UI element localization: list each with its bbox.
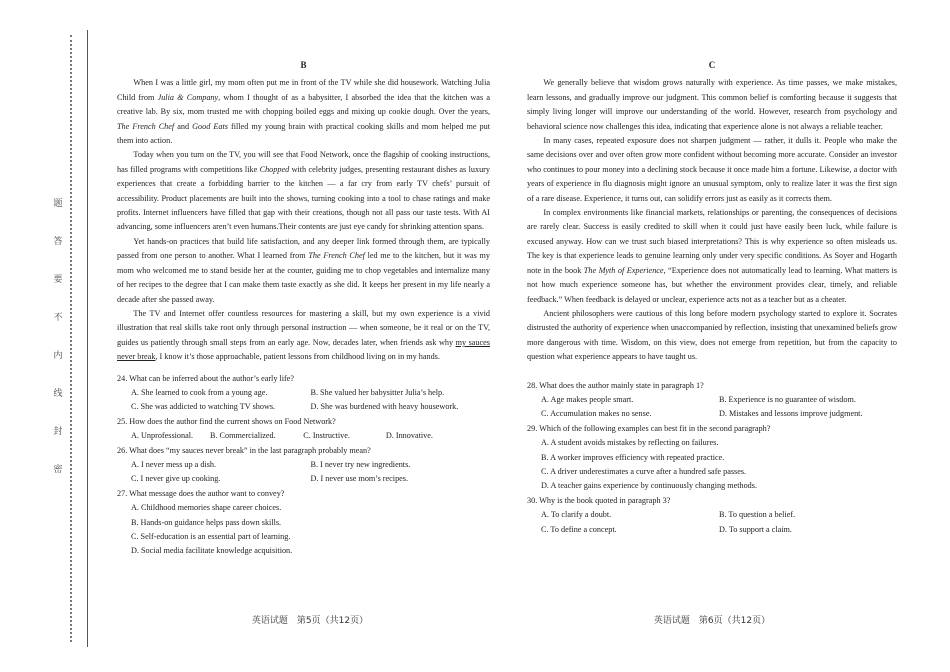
question-item — [117, 372, 490, 415]
right-column — [527, 58, 897, 537]
answer-option: D. I never use mom’s recipes. — [310, 474, 409, 484]
answer-option: B. Experience is no guarantee of wisdom. — [719, 394, 856, 404]
answer-option: A. To clarify a doubt. — [541, 510, 612, 520]
binding-char: 要 — [53, 275, 63, 285]
answer-option: C. A driver underestimates a curve after a hundred safe passes. — [541, 466, 747, 476]
answer-option: A. Unprofessional. — [131, 431, 194, 441]
question-item — [117, 487, 490, 559]
question-stem: 27. What message does the author want to convey? — [117, 488, 285, 498]
passage-heading: B — [300, 60, 307, 70]
question-list — [117, 372, 490, 559]
binding-char: 不 — [53, 313, 63, 323]
answer-option: A. Age makes people smart. — [541, 394, 634, 404]
question-item — [117, 415, 490, 444]
binding-char: 题 — [53, 199, 63, 209]
answer-option: C. Instructive. — [303, 431, 350, 441]
answer-option: A. Childhood memories shape career choices. — [131, 503, 282, 513]
binding-char: 封 — [53, 427, 63, 437]
option-list — [117, 386, 490, 415]
question-item — [527, 379, 897, 422]
answer-option: D. A teacher gains experience by continuously changing methods. — [541, 481, 757, 491]
question-stem: 28. What does the author mainly state in paragraph 1? — [527, 380, 704, 390]
answer-option: D. To support a claim. — [719, 524, 792, 534]
option-list — [117, 429, 490, 443]
question-item — [527, 494, 897, 537]
option-list — [117, 458, 490, 487]
binding-margin — [0, 0, 104, 672]
passage-paragraph: We generally believe that wisdom grows naturally with experience. As time passes, we make mistakes, learn lessons, and gradually improve our judgment. This common belief is comforting because it suggests that simply living longer will improve our understanding of the world. However, research from psychology and behavioral science now challenges this idea, indicating that experience alone is not always a reliable teacher. — [527, 78, 897, 131]
page-footer: 英语试题 第6页（共12页） — [653, 616, 771, 626]
option-list — [527, 393, 897, 422]
answer-option: C. I never give up cooking. — [131, 474, 221, 484]
passage-paragraph: In complex environments like financial markets, relationships or parenting, the consequences of decisions are rarely clear. Success is easily credited to skill when it could just have easily been luck, while failure is excused anyway. How can we trust such biased interpretations? This is why experience so often misleads us. The key is that experience leads to genuine learning only under very specific conditions. As Soyer and Hogarth note in the book The Myth of Experience, “Experience does not automatically lead to learning. What matters is not how much experience someone has, but whether the environment provides clear, timely, and reliable feedback.” When feedback is delayed or unclear, experience acts not as a teacher but as a cheater. — [527, 208, 897, 304]
answer-option: B. To question a belief. — [719, 510, 796, 520]
binding-char: 线 — [53, 389, 63, 399]
binding-char: 密 — [53, 465, 63, 475]
left-column — [117, 58, 490, 559]
answer-option: D. Innovative. — [385, 431, 433, 441]
answer-option: A. I never mess up a dish. — [131, 459, 217, 469]
binding-line — [87, 30, 88, 647]
answer-option: A. A student avoids mistakes by reflecting on failures. — [541, 438, 719, 448]
binding-char: 内 — [53, 351, 63, 361]
dotted-cut-line — [70, 35, 72, 642]
answer-option: A. She learned to cook from a young age. — [131, 387, 268, 397]
answer-option: B. Hands-on guidance helps pass down skills. — [131, 517, 282, 527]
question-item — [527, 422, 897, 494]
answer-option: B. A worker improves efficiency with repeated practice. — [541, 452, 725, 462]
answer-option: B. She valued her babysitter Julia’s help. — [310, 387, 445, 397]
page-footer: 英语试题 第5页（共12页） — [251, 616, 369, 626]
question-stem: 26. What does “my sauces never break” in the last paragraph probably mean? — [117, 445, 371, 455]
answer-option: B. Commercialized. — [209, 431, 276, 441]
passage-paragraph: Yet hands-on practices that build life satisfaction, and any deeper link formed through them, are typically passed from one person to another. What I learned from The French Chef led me to the kitchen, but it was my mom who welcomed me to stand beside her at the counter, guiding me to chop vegetables and internalize many of her recipes to the degree that I can make them taste exactly as she did. It keeps her present in my life nearly a decade after she passed away. — [117, 236, 490, 304]
question-stem: 25. How does the author find the current shows on Food Network? — [117, 416, 336, 426]
option-list — [527, 436, 897, 494]
passage-paragraph: The TV and Internet offer countless resources for mastering a skill, but my own experience is a vivid illustration that real skills take root only through personal instruction — when someone, be it real or on the TV, guides us patiently through small steps from an early age. Now, decades later, when friends ask why my sauces never break, I know it’s those approachable, patient lessons from childhood living on in my hands. — [117, 308, 490, 362]
underlined-phrase: my sauces never break — [117, 337, 490, 362]
option-list — [117, 501, 490, 559]
option-list — [527, 508, 897, 537]
question-stem: 29. Which of the following examples can best fit in the second paragraph? — [527, 423, 771, 433]
passage-paragraph: When I was a little girl, my mom often put me in front of the TV while she did housework. Watching Julia Child from Julia & Company, whom I thought of as a babysitter, I absorbed the idea that the kitchen was a creative lab. By six, mom trusted me with chopping boiled eggs and mixing up cookie dough. Over the years, The French Chef and Good Eats filled my young brain with practical cooking skills and mom helped me put them into action. — [117, 78, 491, 146]
passage-heading: C — [708, 60, 716, 70]
passage-paragraph: Ancient philosophers were cautious of this long before modern psychology started to explore it. Socrates distrusted the authority of experience when unaccompanied by reflection, insisting that unexamined beliefs grow more dangerous with time. Wisdom, on this view, does not emerge from repetition, but from the capacity to question what experience appears to have taught us. — [527, 308, 897, 362]
question-item — [117, 444, 490, 487]
answer-option: D. She was burdened with heavy housework. — [310, 402, 459, 412]
binding-char: 答 — [53, 237, 63, 247]
answer-option: B. I never try new ingredients. — [310, 459, 411, 469]
answer-option: C. Accumulation makes no sense. — [541, 409, 652, 419]
passage-paragraph: In many cases, repeated exposure does not sharpen judgment — rather, it dulls it. People who make the same decisions over and over often grow more confident without becoming more accurate. Consider an investor who continues to pour money into a declining stock because it once made him a fortune. Likewise, a doctor with years of experience in flu diagnosis might ignore an unusual symptom, only to realize later it was the first sign of a rare disease. Experience, it turns out, can solidify errors just as easily as it corrects them. — [527, 136, 897, 203]
question-stem: 30. Why is the book quoted in paragraph 3? — [527, 495, 671, 505]
answer-option: D. Social media facilitate knowledge acquisition. — [131, 546, 293, 556]
passage-paragraph: Today when you turn on the TV, you will see that Food Network, once the flagship of cooking instructions, has filled programs with competitions like Chopped with celebrity judges, presenting restaurant dishes as luxury experiences that create a forbidding barrier to the kitchen — a far cry from early TV chefs’ pursuit of accessibility. Product placements are built into the shows, turning cooking into a tool to chase ratings and make profits. Internet influencers have filled that gap with their creations, though not all pass our taste tests. With AI advancing, some influencers aren’t even humans.Their contents are just eye candy for shrinking attention spans. — [117, 150, 490, 232]
answer-option: C. Self-education is an essential part of learning. — [131, 532, 291, 541]
answer-option: C. To define a concept. — [541, 524, 617, 534]
answer-option: C. She was addicted to watching TV shows. — [131, 402, 276, 412]
answer-option: D. Mistakes and lessons improve judgment. — [719, 409, 863, 419]
question-list — [527, 379, 897, 537]
question-stem: 24. What can be inferred about the author’s early life? — [117, 373, 295, 383]
